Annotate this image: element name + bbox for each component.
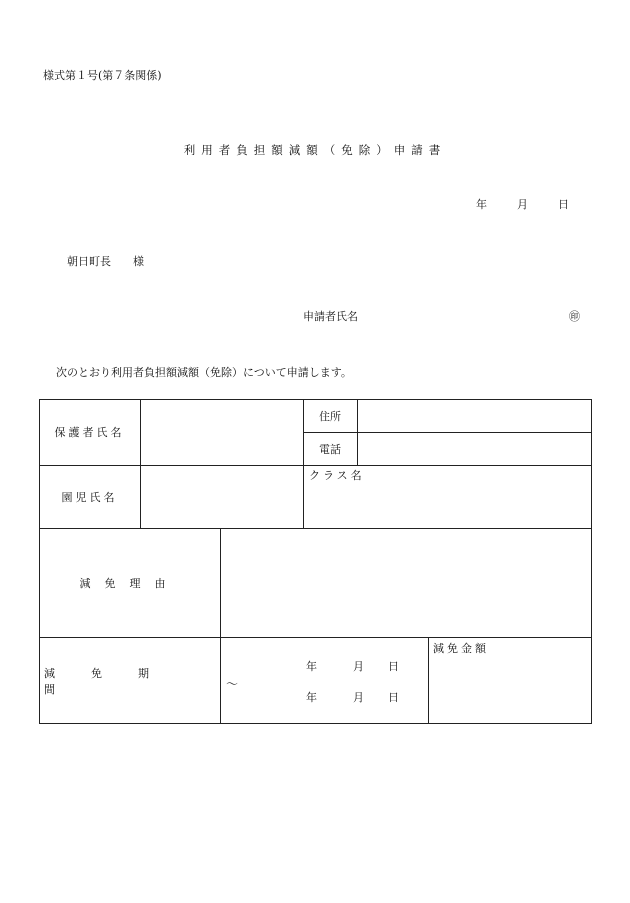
period-tilde: ～ (226, 677, 239, 691)
date-year-label: 年 (476, 198, 487, 211)
amount-field[interactable] (429, 656, 591, 723)
date-day-label: 日 (558, 198, 569, 211)
form-number: 様式第１号(第７条関係) (43, 69, 162, 82)
class-name-label: クラス名 (309, 469, 365, 482)
date-month-label: 月 (517, 198, 528, 211)
amount-label: 減免金額 (433, 642, 489, 655)
child-name-field[interactable] (141, 466, 303, 528)
period-end-month: 月 (353, 691, 364, 704)
period-end-day: 日 (388, 691, 399, 704)
date-line (476, 196, 569, 212)
guardian-name-field[interactable] (141, 400, 303, 465)
document-title: 利用者負担額減額（免除）申請書 (183, 143, 447, 157)
intro-text: 次のとおり利用者負担額減額（免除）について申請します。 (56, 366, 352, 379)
period-start-year: 年 (306, 660, 317, 673)
period-start-day: 日 (388, 660, 399, 673)
phone-field[interactable] (358, 433, 591, 465)
reason-label: 減免理由 (79, 576, 180, 590)
applicant-name-label: 申請者氏名 (303, 310, 358, 323)
period-end-year: 年 (306, 691, 317, 704)
class-name-field[interactable] (304, 484, 591, 528)
phone-label: 電話 (319, 442, 341, 456)
reason-field[interactable] (221, 529, 591, 637)
address-label: 住所 (319, 409, 341, 423)
period-start-month: 月 (353, 660, 364, 673)
seal-mark: ㊞ (569, 310, 580, 323)
child-name-label: 園児氏名 (61, 490, 118, 504)
address-field[interactable] (358, 400, 591, 432)
guardian-name-label: 保護者氏名 (54, 426, 125, 439)
addressee: 朝日町長 様 (67, 255, 144, 268)
period-label: 減免期間 (44, 666, 185, 696)
